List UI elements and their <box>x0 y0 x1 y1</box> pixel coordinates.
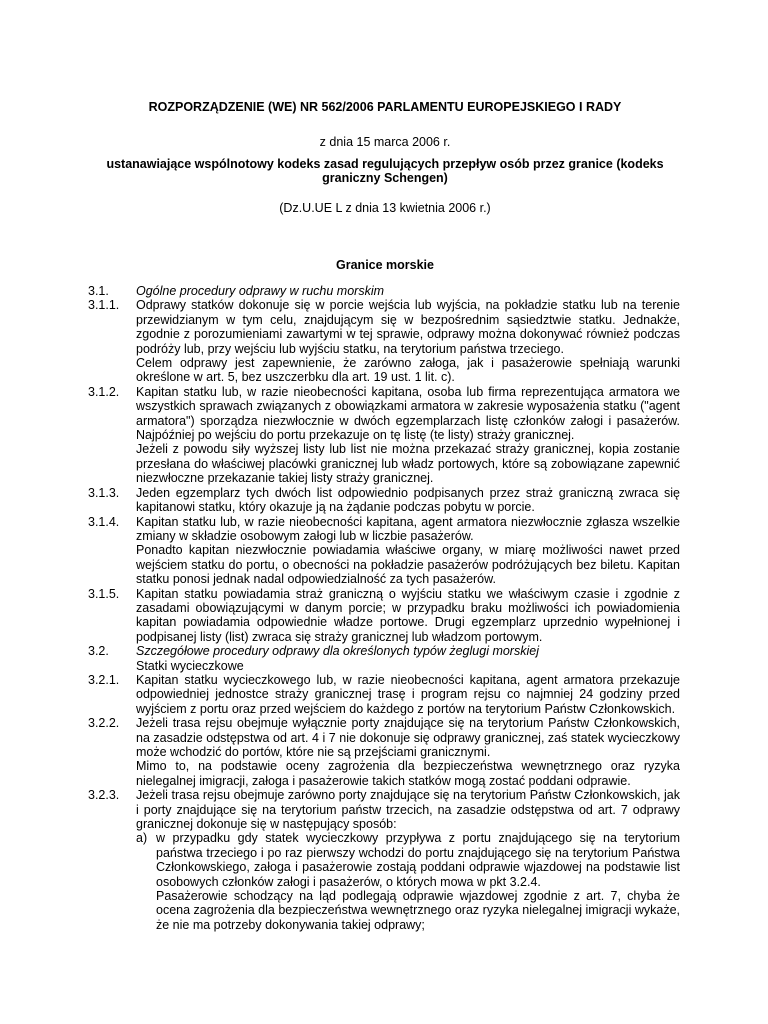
paragraph-3-1-2 <box>88 385 680 486</box>
list-item-text: w przypadku gdy statek wycieczkowy przypływa z portu znajdującego się na terytorium państwa trzeciego i po raz pierwszy wchodzi do portu znajdującego się na terytorium Państwa Członkowskiego, załoga i pasażerowie zostają poddani odprawie wjazdowej na podstawie list osobowych członków załogi i pasażerów, o których mowa w pkt 3.2.4. <box>156 831 680 889</box>
document-subtitle: ustanawiające wspólnotowy kodeks zasad regulujących przepływ osób przez granice (kodeks graniczny Schengen) <box>106 157 664 186</box>
document-body <box>88 284 680 932</box>
paragraph-3-2-3 <box>88 788 680 932</box>
paragraph-text: Jeżeli z powodu siły wyższej listy lub list nie można przekazać straży granicznej, kopia zostanie przesłana do właściwej placówki granicznej lub władz portowych, które są zobowiązane zapewnić niezwłoczne przekazanie takiej listy straży granicznej. <box>136 442 680 486</box>
paragraph-text: Jeden egzemplarz tych dwóch list odpowiednio podpisanych przez straż graniczną zwraca się kapitanowi statku, który okazuje ją na żądanie podczas pobytu w porcie. <box>136 485 680 515</box>
paragraph-number: 3.1.5. <box>88 586 120 601</box>
paragraph-heading: Ogólne procedury odprawy w ruchu morskim <box>136 284 385 298</box>
paragraph-text: Kapitan statku wycieczkowego lub, w razie nieobecności kapitana, agent armatora przekazuje odpowiedniej jednostce straży granicznej trasę i program rejsu co najmniej 24 godziny przed wyjściem z portu oraz przed wejściem do każdego z portów na terytorium Państw Członkowskich. <box>136 672 680 716</box>
paragraph-number: 3.2.3. <box>88 788 120 803</box>
paragraph-3-1-5 <box>88 587 680 645</box>
paragraph-text: Kapitan statku powiadamia straż graniczną o wyjściu statku we właściwym czasie i zgodnie z zasadami obowiązującymi w danym porcie; w przypadku braku możliwości ich powiadomienia kapitan powiadamia odpowiednie władze portowe. Drugi egzemplarz uprzednio wypełnionej i podpisanej listy (list) zwraca się straży granicznej lub władzom portowym. <box>136 586 680 644</box>
list-item-a <box>136 831 680 932</box>
paragraph-3-1-3 <box>88 486 680 515</box>
paragraph-number: 3.1.4. <box>88 514 120 529</box>
paragraph-subheading: Statki wycieczkowe <box>136 658 244 673</box>
paragraph-heading: Szczegółowe procedury odprawy dla określonych typów żeglugi morskiej <box>136 644 539 659</box>
paragraph-3-1-1 <box>88 298 680 384</box>
section-title: Granice morskie <box>336 258 434 272</box>
paragraph-text: Kapitan statku lub, w razie nieobecności kapitana, osoba lub firma reprezentująca armatora we wszystkich sprawach związanych z obowiązkami armatora w zakresie wyposażenia statku ("agent armatora") sporządza niezwłocznie w dwóch egzemplarzach listę członków załogi i pasażerów. Najpóźniej po wejściu do portu przekazuje on tę listę (te listy) straży granicznej. <box>136 384 680 443</box>
list-item-text: Pasażerowie schodzący na ląd podlegają odprawie wjazdowej zgodnie z art. 7, chyba że ocena zagrożenia dla bezpieczeństwa wewnętrznego oraz ryzyka nielegalnej imigracji wykaże, że nie ma potrzeby dokonywania takiej odprawy; <box>156 889 680 932</box>
document-title: ROZPORZĄDZENIE (WE) NR 562/2006 PARLAMENTU EUROPEJSKIEGO I RADY <box>148 100 622 114</box>
paragraph-3-1 <box>88 284 680 298</box>
paragraph-text: Ponadto kapitan niezwłocznie powiadamia właściwe organy, w miarę możliwości nawet przed wejściem statku do portu, o obecności na pokładzie pasażerów podróżujących bez biletu. Kapitan statku ponosi jednak nadal odpowiedzialność za tych pasażerów. <box>136 543 680 587</box>
paragraph-3-2-2 <box>88 716 680 788</box>
paragraph-text: Mimo to, na podstawie oceny zagrożenia dla bezpieczeństwa wewnętrznego oraz ryzyka nielegalnej imigracji, załoga i pasażerowie takich statków mogą zostać poddani odprawie. <box>136 759 680 788</box>
paragraph-text: Celem odprawy jest zapewnienie, że zarówno załoga, jak i pasażerowie spełniają warunki określone w art. 5, bez uszczerbku dla art. 19 ust. 1 lit. c). <box>136 356 680 385</box>
paragraph-text: Odprawy statków dokonuje się w porcie wejścia lub wyjścia, na pokładzie statku lub na terenie przewidzianym w tym celu, znajdującym się w bezpośrednim sąsiedztwie statku. Jednakże, zgodnie z porozumieniami zawartymi w tej sprawie, odprawy można dokonywać również podczas podróży lub, przy wejściu lub wyjściu statku, na terytorium państwa trzeciego. <box>136 298 680 356</box>
paragraph-number: 3.2.1. <box>88 672 120 687</box>
paragraph-number: 3.1.2. <box>88 384 120 399</box>
paragraph-text: Jeżeli trasa rejsu obejmuje wyłącznie porty znajdujące się na terytorium Państw Członkowskich, na zasadzie odstępstwa od art. 4 i 7 nie dokonuje się odprawy granicznej, zaś statek wycieczkowy może wchodzić do portów, które nie są przejściami granicznymi. <box>136 716 680 759</box>
paragraph-number: 3.2. <box>88 644 109 659</box>
paragraph-3-2 <box>88 644 680 673</box>
list-marker: a) <box>136 831 148 846</box>
paragraph-number: 3.2.2. <box>88 716 120 731</box>
paragraph-text: Jeżeli trasa rejsu obejmuje zarówno porty znajdujące się na terytorium Państw Członkowskich, jak i porty znajdujące się na terytorium państw trzecich, na zasadzie odstępstwa od art. 7 odprawy granicznej dokonuje się w następujący sposób: <box>136 788 680 832</box>
paragraph-number: 3.1. <box>88 284 109 298</box>
paragraph-number: 3.1.3. <box>88 485 120 500</box>
document-source: (Dz.U.UE L z dnia 13 kwietnia 2006 r.) <box>279 201 491 215</box>
document-date: z dnia 15 marca 2006 r. <box>319 135 451 149</box>
paragraph-3-1-4 <box>88 515 680 587</box>
paragraph-number: 3.1.1. <box>88 298 120 313</box>
paragraph-3-2-1 <box>88 673 680 716</box>
paragraph-text: Kapitan statku lub, w razie nieobecności kapitana, agent armatora niezwłocznie zgłasza wszelkie zmiany w składzie osobowym załogi lub w liczbie pasażerów. <box>136 514 680 543</box>
